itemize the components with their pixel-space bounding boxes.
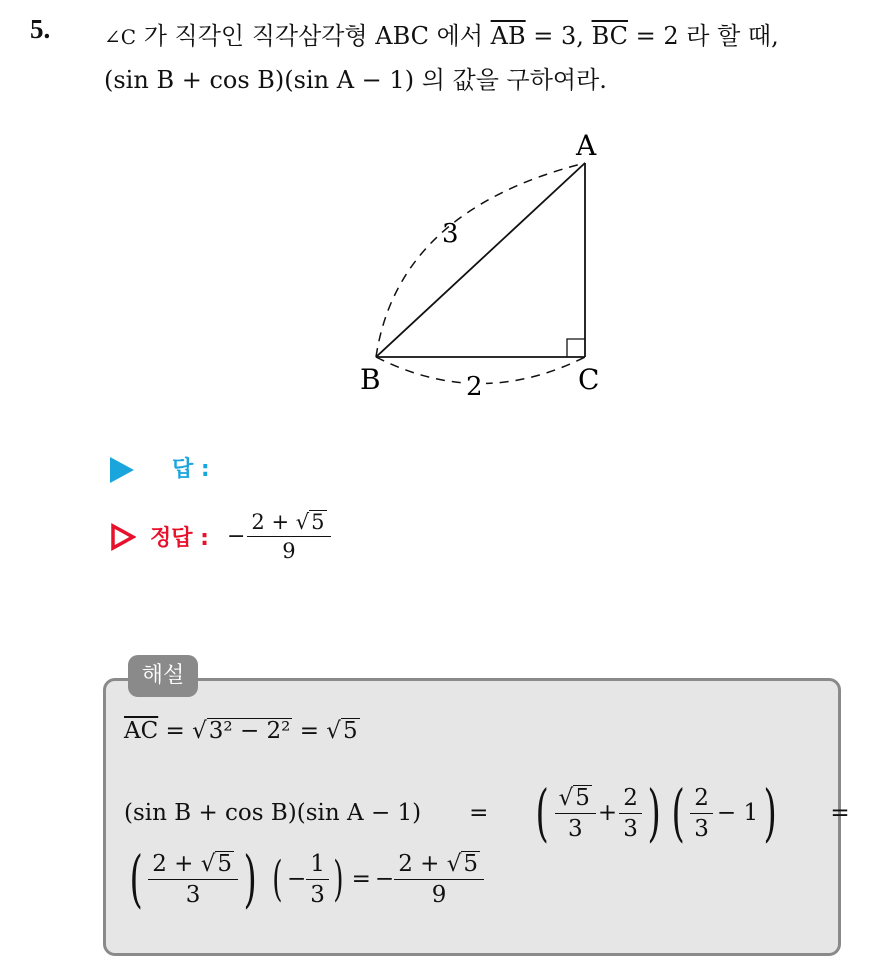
solution-tag: 해설 — [128, 655, 198, 697]
solution-frac-d: 2 + √ 5 3 — [148, 851, 238, 908]
solution-sqrt-expr: 3² − 2² — [208, 718, 291, 744]
solution-minus-one: − 1 — [716, 800, 759, 826]
question-text-a: 가 직각인 직각삼각형 ABC 에서 — [143, 22, 484, 50]
right-angle-mark — [567, 339, 585, 357]
outline-triangle-icon — [110, 523, 136, 551]
solution-eq-2: = — [299, 718, 319, 744]
solution-line-1: $\overline{AC}$ = √ 3² − 2² = √ 5 — [124, 718, 358, 744]
solution-frac-c: $\frac{2}{3}$ — [690, 785, 713, 842]
solution-sqrt-result: 5 — [342, 718, 358, 744]
question-expression: (sin B + cos B)(sin A − 1) — [104, 66, 415, 94]
solution-frac-e: $\frac{1}{3}$ — [306, 851, 329, 908]
solution-plus: + — [597, 800, 618, 826]
solution-eq-5: = — [351, 866, 371, 892]
answer-label: 답 : — [172, 457, 210, 482]
length-bc-label: 2 — [466, 372, 483, 402]
question-text-tail: 의 값을 구하여라. — [421, 66, 607, 94]
correct-answer-label: 정답 : — [150, 526, 209, 551]
solution-line-2: (sin B + cos B)(sin A − 1) = ( √ 5 3 + $\frac{2}{3}$ ) ( $\frac{2}{3}$ − 1 ) = — [124, 776, 850, 849]
angle-c-label: ∠C — [104, 25, 137, 49]
question-text-c: = 2 라 할 때, — [635, 22, 779, 50]
solution-result-fraction: 2 + √ 5 9 — [394, 851, 484, 908]
solution-neg: − — [286, 866, 307, 892]
answer-row — [110, 452, 210, 483]
solution-eq-3: = — [469, 800, 489, 826]
triangle-figure — [350, 125, 630, 415]
solution-frac-b: $\frac{2}{3}$ — [619, 785, 642, 842]
correct-answer-numerator: 2 + — [251, 510, 290, 534]
solution-eq-4: = — [830, 800, 850, 826]
solution-eq-1: = — [165, 718, 185, 744]
correct-answer-fraction: 2 + √ 5 9 — [247, 510, 330, 563]
question-text-b: = 3, — [533, 22, 584, 50]
question-line-2 — [104, 60, 607, 95]
correct-answer-sign: − — [226, 524, 246, 549]
length-ab-label: 3 — [442, 219, 459, 249]
vertex-a-label: A — [576, 129, 597, 162]
question-number: 5. — [30, 14, 51, 44]
correct-answer-denominator: 9 — [282, 539, 296, 563]
solution-lhs: (sin B + cos B)(sin A − 1) — [124, 800, 422, 826]
vertex-b-label: B — [360, 363, 381, 396]
play-triangle-icon — [110, 457, 134, 483]
segment-ab: $\overline{AB}$ — [490, 22, 526, 50]
solution-result-sign: − — [374, 866, 395, 892]
vertex-c-label: C — [578, 363, 600, 396]
solution-line-3: ( 2 + √ 5 3 ) ( − $\frac{1}{3}$ ) = − 2 + √ 5 9 — [124, 848, 484, 910]
question-line-1 — [104, 16, 779, 51]
correct-answer-sqrt: 5 — [311, 510, 325, 534]
side-ab — [376, 163, 585, 357]
segment-ac: $\overline{AC}$ — [124, 718, 159, 744]
segment-bc: $\overline{BC}$ — [591, 22, 629, 50]
solution-frac-a: √ 5 3 — [555, 785, 596, 842]
correct-answer-row — [110, 510, 331, 563]
